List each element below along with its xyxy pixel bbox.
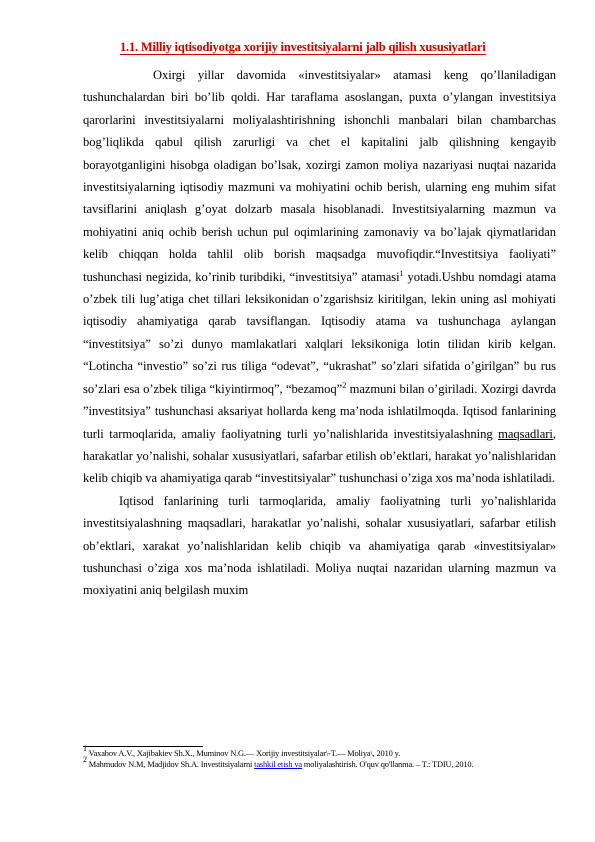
section-heading-text: 1.1. Milliy iqtisodiyotga xorijiy investitsiyalarni jalb qilish xususiyatlari — [120, 40, 486, 54]
footnote-2-number: 2 — [83, 755, 87, 764]
footnote-divider — [83, 746, 203, 747]
footnote-2-text-b: moliyalashtirish. O'quv qo'llanma. – T.: TDIU, 2010. — [301, 760, 474, 769]
footnote-1-number: 1 — [83, 744, 87, 753]
paragraph-1-text-a: Oxirgi yillar davomida «investitsiyalar» atamasi keng qo’llaniladigan tushunchalardan biri bo’lib qoldi. Har taraflama asoslangan, puxta o’ylangan investitsiya qarorlarini investitsiyalarni moliyalashtirishning ishonchli manbalari bilan chambarchas bog’liqlikda qabul qilish zarurligi va chet el kapitalini jalb qilishning kengayib borayotganligini hisobga oladigan bo’lsak, xozirgi zamon moliya nazariyasi nuqtai nazarida investitsiyalarning iqtisodiy mazmuni va mohiyatini ochib berish, ularning eng muhim sifat tavsiflarini aniqlash g’oyat dolzarb masala hisoblanadi. Investitsiyalarning mazmun va mohiyatini aniq ochib berish uchun pul oqimlarining zamonaviy va bo’lajak qiymatlaridan kelib chiqqan holda tahlil olib borish maqsadga muvofiqdir.“Investitsiya faoliyati” tushunchasi negizida, ko’rinib turibdiki, “investitsiya” atamasi — [83, 68, 556, 284]
paragraph-1-text-b: yotadi.Ushbu nomdagi atama o’zbek tili lug’atiga chet tillari leksikonidan o’zgarishsiz kiritilgan, lekin uning asl mohiyati iqtisodiy ahamiyatiga qarab tavsiflangan. Iqtisodiy atama va tushunchaga aylangan “investitsiya” so’zi dunyo mamlakatlari xalqlari leksikoniga lotin tilidan kirib kelgan. “Lotincha “investio” so’zi rus tiliga “odevat”, “ukrashat” so’zlari sifatida o’girilgan” bu rus so’zlari esa o’zbek tiliga “kiyintirmoq”, “bezamoq” — [83, 269, 556, 396]
paragraph-1 — [83, 64, 556, 490]
section-heading — [120, 40, 560, 55]
footnote-1 — [83, 744, 553, 759]
paragraph-1-text-c: mazmuni bilan o’giriladi. Xozirgi davrda ”investitsiya” tushunchasi aksariyat hollarda keng ma’noda ishlatilmoqda. Iqtisod fanlarining turli tarmoqlarida, amaliy faoliyatning turli yo’nalishlarida investitsiyalashning — [83, 381, 556, 441]
footnote-ref-2[interactable]: 2 — [342, 380, 347, 390]
footnote-2-link[interactable]: tashkil etish va — [254, 760, 302, 769]
paragraph-2: Iqtisod fanlarining turli tarmoqlarida, amaliy faoliyatning turli yo’nalishlarida investitsiyalashning maqsadlari, harakatlar yo’nalishi, sohalar xususiyatlari, safarbar etilish ob’ektlari, xarakat yo’nalishlaridan kelib chiqib va ahamiyatiga qarab «investitsiyalar» tushunchasi o’ziga xos ma’noda ishlatiladi. Moliya nuqtai nazaridan ularning mazmun va moxiyatini aniq belgilash muxim — [83, 493, 556, 598]
maqsadlari-link[interactable]: maqsadlari — [498, 426, 553, 441]
footnote-2 — [83, 755, 553, 770]
footnotes — [83, 744, 553, 770]
paragraph-1-text-d: , harakatlar yo’nalishi, sohalar xususiyatlari, safarbar etilish ob’ektlari, harakat yo’nalishlaridan kelib chiqib va ahamiyatiga qarab “investitsiyalar” tushunchasi o’ziga xos ma’noda ishlatiladi. — [83, 426, 556, 486]
footnote-2-text-a: Mahmudov N.M, Madjidov Sh.A. Investitsiyalarni — [86, 760, 255, 769]
footnote-ref-1[interactable]: 1 — [399, 268, 404, 278]
body-text — [83, 64, 556, 602]
footnote-1-text: Vaxabov A.V., Xajibakiev Sh.X., Muminov N.G.— Xorijiy investitsiyalar\-T.— Moliya\, 2010 y. — [86, 749, 401, 758]
